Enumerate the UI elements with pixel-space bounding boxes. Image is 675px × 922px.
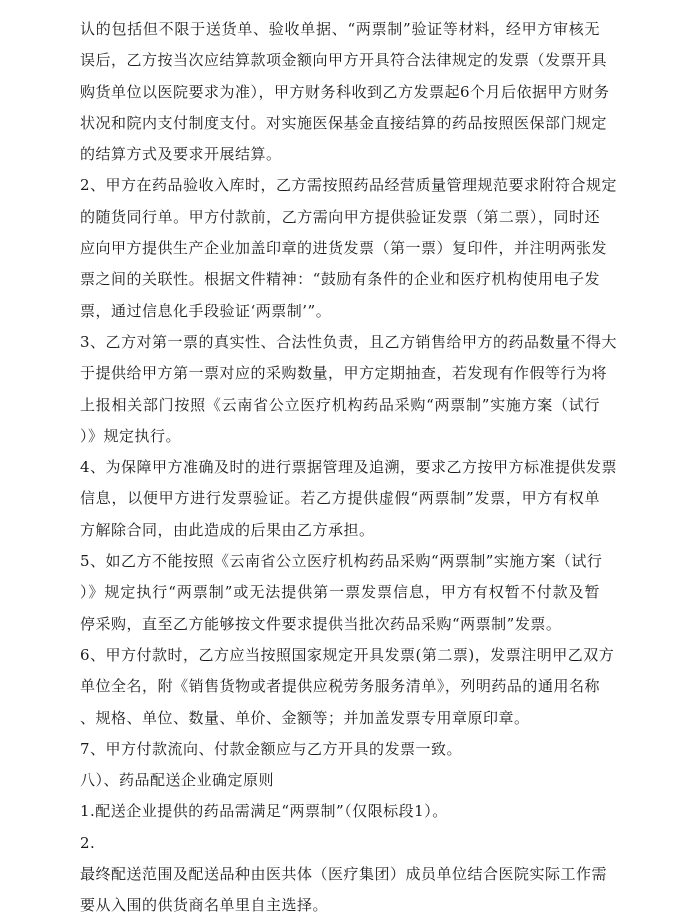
text-line: 要从入围的供货商名单里自主选择。: [80, 896, 329, 915]
text-line: 单位全名，附《销售货物或者提供应税劳务服务清单》，列明药品的通用名称: [80, 677, 600, 696]
text-line: ）》规定执行。: [80, 426, 182, 445]
document-page: [80, 14, 618, 922]
text-line: 的结算方式及要求开展结算。: [80, 145, 282, 164]
text-line: 停采购，直至乙方能够按文件要求提供当批次药品采购“两票制”发票。: [80, 614, 562, 633]
text-line: 3、乙方对第一票的真实性、合法性负责，且乙方销售给甲方的药品数量不得大: [80, 332, 618, 351]
text-line: 2、甲方在药品验收入库时，乙方需按照药品经营质量管理规范要求附符合规定: [80, 176, 618, 195]
text-line: 票，通过信息化手段验证‘两票制’”。: [80, 301, 332, 320]
text-line: 于提供给甲方第一票对应的采购数量，甲方定期抽查，若发现有作假等行为将: [80, 364, 608, 383]
text-line: 信息，以便甲方进行发票验证。若乙方提供虚假“两票制”发票，甲方有权单: [80, 489, 600, 508]
text-line: 1.配送企业提供的药品需满足“两票制”（仅限标段1）。: [80, 802, 448, 821]
text-line: 票之间的关联性。根据文件精神：“鼓励有条件的企业和医疗机构使用电子发: [80, 270, 600, 289]
text-line: 误后，乙方按当次应结算款项金额向甲方开具符合法律规定的发票（发票开具: [80, 51, 608, 70]
text-line: 上报相关部门按照《云南省公立医疗机构药品采购“两票制”实施方案（试行: [80, 395, 600, 414]
text-line: 2.: [80, 833, 96, 852]
text-line: 7、甲方付款流向、付款金额应与乙方开具的发票一致。: [80, 739, 463, 758]
text-line: 的随货同行单。甲方付款前，乙方需向甲方提供验证发票（第二票），同时还: [80, 207, 600, 226]
text-line: 5、如乙方不能按照《云南省公立医疗机构药品采购“两票制”实施方案（试行: [80, 552, 603, 571]
text-line: 认的包括但不限于送货单、验收单据、“两票制”验证等材料，经甲方审核无: [80, 20, 600, 38]
text-line: 购货单位以医院要求为准），甲方财务科收到乙方发票起6个月后依据甲方财务: [80, 82, 610, 101]
text-line: 、规格、单位、数量、单价、金额等；并加盖发票专用章原印章。: [80, 708, 530, 727]
text-line: 八）、药品配送企业确定原则: [80, 771, 275, 790]
text-line: ）》规定执行“两票制”或无法提供第一票发票信息，甲方有权暂不付款及暂: [80, 583, 600, 602]
text-line: 状况和院内支付制度支付。对实施医保基金直接结算的药品按照医保部门规定: [80, 113, 608, 132]
text-line: 最终配送范围及配送品种由医共体（医疗集团）成员单位结合医院实际工作需: [80, 865, 608, 884]
text-line: 应向甲方提供生产企业加盖印章的进货发票（第一票）复印件，并注明两张发: [80, 239, 608, 258]
text-line: 6、甲方付款时，乙方应当按照国家规定开具发票(第二票)，发票注明甲乙双方: [80, 645, 615, 664]
text-line: 4、为保障甲方准确及时的进行票据管理及追溯，要求乙方按甲方标准提供发票: [80, 458, 618, 477]
text-line: 方解除合同，由此造成的后果由乙方承担。: [80, 520, 375, 539]
